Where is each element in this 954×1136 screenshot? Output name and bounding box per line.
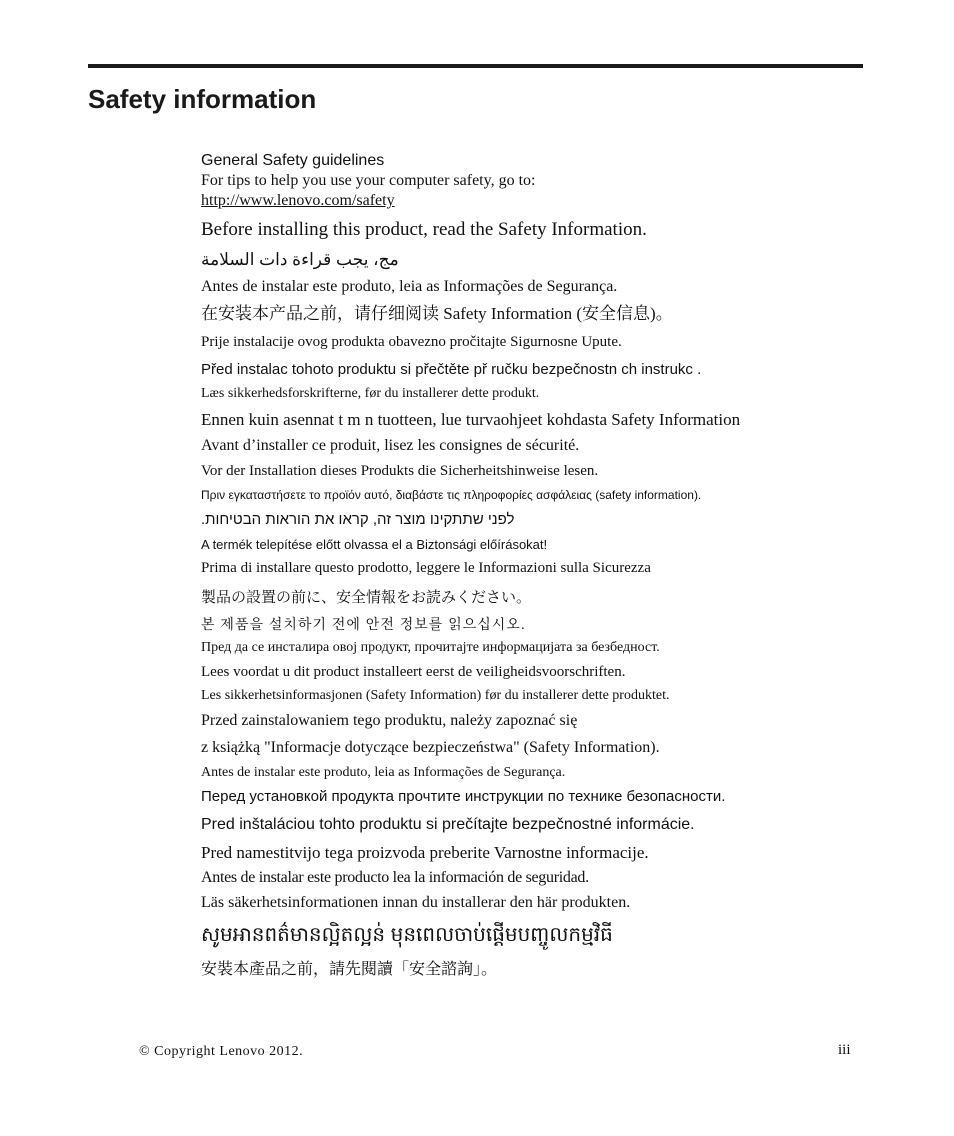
copyright-notice: © Copyright Lenovo 2012.: [139, 1044, 304, 1059]
guidelines-heading: General Safety guidelines: [201, 152, 385, 169]
notice-chinese-simplified: 在安装本产品之前，请仔细阅读 Safety Information (安全信息)。: [201, 304, 673, 323]
notice-danish: Læs sikkerhedsforskrifterne, før du installerer dette produkt.: [201, 386, 540, 401]
notice-english: Before installing this product, read the Safety Information.: [201, 219, 647, 240]
notice-portuguese-pt: Antes de instalar este produto, leia as Informações de Segurança.: [201, 765, 566, 780]
notice-slovak: Pred inštaláciou tohto produktu si prečítajte bezpečnostné informácie.: [201, 816, 695, 833]
notice-spanish: Antes de instalar este producto lea la información de seguridad.: [201, 869, 589, 886]
notice-portuguese-br: Antes de instalar este produto, leia as Informações de Segurança.: [201, 278, 618, 295]
header-rule: [88, 64, 863, 68]
notice-croatian: Prije instalacije ovog produkta obavezno pročitajte Sigurnosne Upute.: [201, 334, 622, 350]
notice-polish-line1: Przed zainstalowaniem tego produktu, należy zapoznać się: [201, 712, 578, 729]
notice-swedish: Läs säkerhetsinformationen innan du installerar den här produkten.: [201, 894, 631, 911]
notice-korean: 본 제품을 설치하기 전에 안전 정보를 읽으십시오.: [201, 616, 526, 632]
notice-japanese: 製品の設置の前に、安全情報をお読みください。: [201, 589, 532, 606]
notice-dutch: Lees voordat u dit product installeert eerst de veiligheidsvoorschriften.: [201, 664, 626, 680]
notice-arabic: مج، يجب قراءة دات السلامة: [201, 250, 399, 269]
notice-finnish: Ennen kuin asennat t m n tuotteen, lue turvaohjeet kohdasta Safety Information: [201, 410, 741, 429]
notice-slovenian: Pred namestitvijo tega proizvoda preberite Varnostne informacije.: [201, 843, 649, 862]
notice-chinese-traditional: 安裝本產品之前，請先閱讀「安全諮詢」。: [201, 961, 498, 978]
notice-hungarian: A termék telepítése előtt olvassa el a Biztonsági előírásokat!: [201, 537, 548, 552]
notice-czech: Před instalac tohoto produktu si přečtěte př ručku bezpečnostn ch instrukc .: [201, 361, 702, 378]
notice-polish-line2: z książką "Informacje dotyczące bezpieczeństwa" (Safety Information).: [201, 739, 660, 756]
notice-german: Vor der Installation dieses Produkts die Sicherheitshinweise lesen.: [201, 463, 599, 479]
notice-italian: Prima di installare questo prodotto, leggere le Informazioni sulla Sicurezza: [201, 560, 651, 576]
notice-hebrew: לפני שתתקינו מוצר זה, קראו את הוראות הבטיחות.: [201, 511, 515, 528]
page-number: iii: [838, 1042, 851, 1058]
notice-norwegian: Les sikkerhetsinformasjonen (Safety Information) før du installerer dette produktet.: [201, 688, 670, 703]
notice-macedonian: Пред да се инсталира овој продукт, прочитајте информацијата за безбедност.: [201, 640, 660, 655]
safety-url-link[interactable]: http://www.lenovo.com/safety: [201, 192, 395, 209]
page-title: Safety information: [88, 84, 317, 114]
notice-russian: Перед установкой продукта прочтите инструкции по технике безопасности.: [201, 788, 726, 805]
guidelines-tip: For tips to help you use your computer safety, go to:: [201, 172, 536, 189]
notice-greek: Πριν εγκαταστήσετε το προϊόν αυτό, διαβάστε τις πληροφορίες ασφάλειας (safety information).: [201, 488, 702, 502]
notice-french: Avant d’installer ce produit, lisez les consignes de sécurité.: [201, 437, 580, 454]
notice-khmer: សូមអានពត៌មានល្អិតល្អន់ មុនពេលចាប់ផ្តើមបញ្ចូលកម្មវិធី: [201, 924, 613, 946]
